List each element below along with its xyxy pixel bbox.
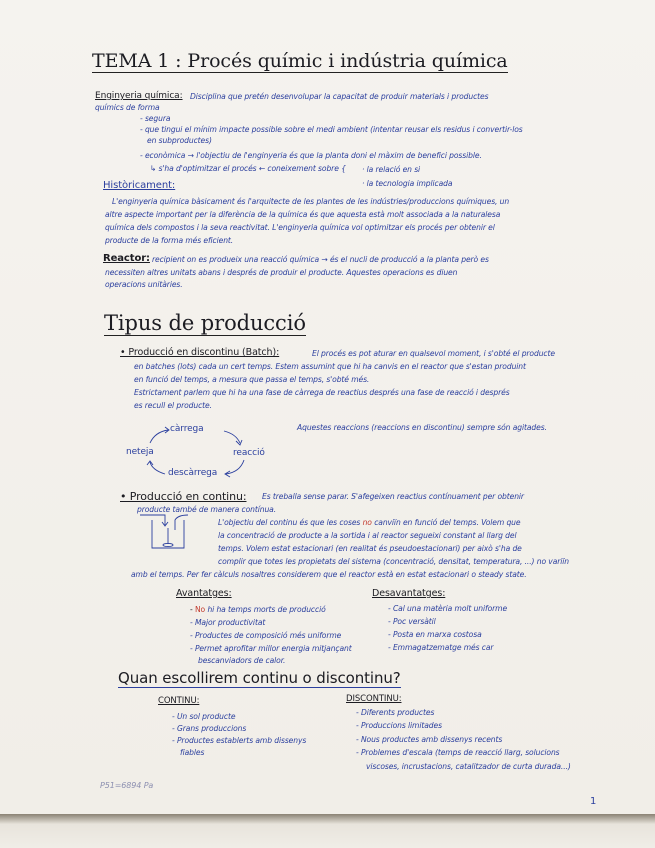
list-item: viscoses, incrustacions, catalitzador de curta durada...) (366, 762, 571, 771)
text-line: en batches (lots) cada un cert temps. Estem assumint que hi ha canvis en el reactor que s'estan produint (134, 362, 526, 371)
list-item: fiables (180, 748, 205, 757)
heading-avantatges: Avantatges: (176, 588, 232, 599)
heading-historicament: Històricament: (103, 180, 176, 191)
list-item: - Nous productes amb dissenys recents (356, 735, 503, 744)
margin-note: P51=6894 Pa (100, 781, 154, 790)
text: L'objectiu del continu és que les coses (218, 518, 361, 527)
emphasis-no: no (362, 518, 372, 527)
text-line: L'enginyeria química bàsicament és l'arquitecte de les plantes de les indústries/produccions químiques, un (112, 197, 510, 206)
text-line: producte de la forma més eficient. (105, 236, 234, 245)
list-item: - Major productivitat (190, 618, 266, 627)
text-line: Estrictament parlem que hi ha una fase de càrrega de reactius després una fase de reacció i després (134, 388, 510, 397)
heading-discontinu: DISCONTINU: (346, 694, 402, 704)
text-line: altre aspecte important per la diferència de la química és que aquesta està molt associada a la naturalesa (105, 210, 501, 219)
cycle-step-neteja: neteja (126, 447, 154, 457)
list-item: - Permet aprofitar millor energia mitjançant (190, 644, 352, 653)
list-item: - No hi ha temps morts de producció (190, 605, 326, 614)
cycle-step-descarrega: descàrrega (168, 468, 218, 478)
list-item: - Diferents productes (356, 708, 435, 717)
text-line: química dels compostos i la seva reactivitat. L'enginyeria química vol optimitzar els procés per obtenir el (105, 223, 495, 232)
heading-continu: CONTINU: (158, 696, 200, 706)
list-item: - Productes establerts amb dissenys (172, 736, 307, 745)
text-line: la concentració de producte a la sortida i al reactor segueixi constant al llarg del (218, 531, 517, 540)
text-line: temps. Volem estat estacionari (en realitat és pseudoestacionari) per això s'ha de (218, 544, 522, 553)
list-item: - Produccions limitades (356, 721, 442, 730)
list-item: · la relació en si (362, 165, 421, 174)
list-item: ↳ s'ha d'optimitzar el procés ← coneixement sobre { (150, 164, 346, 173)
term-continu: • Producció en continu: (120, 490, 247, 503)
text: canviïn en funció del temps. Volem que (374, 518, 521, 527)
cycle-step-carrega: càrrega (170, 424, 204, 434)
term-enginyeria: Enginyeria química: (95, 91, 183, 101)
heading-tipus: Tipus de producció (104, 311, 306, 335)
term-reactor: Reactor: (103, 253, 150, 264)
list-item: - Grans produccions (172, 724, 247, 733)
list-item: · la tecnologia implicada (362, 179, 453, 188)
text-line: complir que totes les propietats del sistema (concentració, densitat, temperatura, ...) no variïn (218, 557, 570, 566)
text-line: recipient on es produeix una reacció química → és el nucli de producció a la planta però es (152, 255, 489, 264)
term-batch: • Producció en discontinu (Batch): (120, 347, 280, 358)
page-title: TEMA 1 : Procés químic i indústria química (92, 50, 508, 72)
text-line (218, 518, 520, 527)
list-item: - Posta en marxa costosa (388, 630, 482, 639)
list-item: - segura (140, 114, 171, 123)
text-line: Disciplina que pretén desenvolupar la capacitat de produir materials i productes (190, 92, 489, 101)
text-line: necessiten altres unitats abans i després de produir el producte. Aquestes operacions es diuen (105, 268, 458, 277)
heading-quan: Quan escollirem continu o discontinu? (118, 669, 401, 687)
list-item: - Emmagatzematge més car (388, 643, 494, 652)
list-item: - Productes de composició més uniforme (190, 631, 342, 640)
list-item: - econòmica → l'objectiu de l'enginyeria és que la planta doni el màxim de benefici possible. (140, 151, 482, 160)
list-item: - Problemes d'escala (temps de reacció llarg, solucions (356, 748, 560, 757)
cycle-step-reaccio: reacció (233, 448, 265, 458)
list-item: - que tingui el mínim impacte possible sobre el medi ambient (intentar reusar els residus i convertir-los (140, 125, 523, 134)
text-line: Es treballa sense parar. S'afegeixen reactius contínuament per obtenir (262, 492, 524, 501)
emphasis-no: No (194, 605, 206, 614)
text-line: en funció del temps, a mesura que passa el temps, s'obté més. (134, 375, 370, 384)
batch-note: Aquestes reaccions (reaccions en discontinu) sempre són agitades. (297, 423, 547, 432)
list-item: en subproductes) (147, 136, 212, 145)
text-line: químics de forma (95, 103, 160, 112)
text-line: amb el temps. Per fer càlculs nosaltres considerem que el reactor està en estat estacionari o steady state. (131, 570, 527, 579)
text: hi ha temps morts de producció (207, 605, 326, 614)
page-number: 1 (590, 796, 597, 807)
text-line: es recull el producte. (134, 401, 212, 410)
list-item: - Poc versàtil (388, 617, 436, 626)
text-line: producte també de manera contínua. (137, 505, 277, 514)
heading-desavantatges: Desavantatges: (372, 588, 446, 599)
text-line: operacions unitàries. (105, 280, 183, 289)
text-line: El procés es pot aturar en qualsevol moment, i s'obté el producte (312, 349, 555, 358)
list-item: - Un sol producte (172, 712, 236, 721)
list-item: bescanviadors de calor. (198, 656, 286, 665)
list-item: - Cal una matèria molt uniforme (388, 604, 508, 613)
